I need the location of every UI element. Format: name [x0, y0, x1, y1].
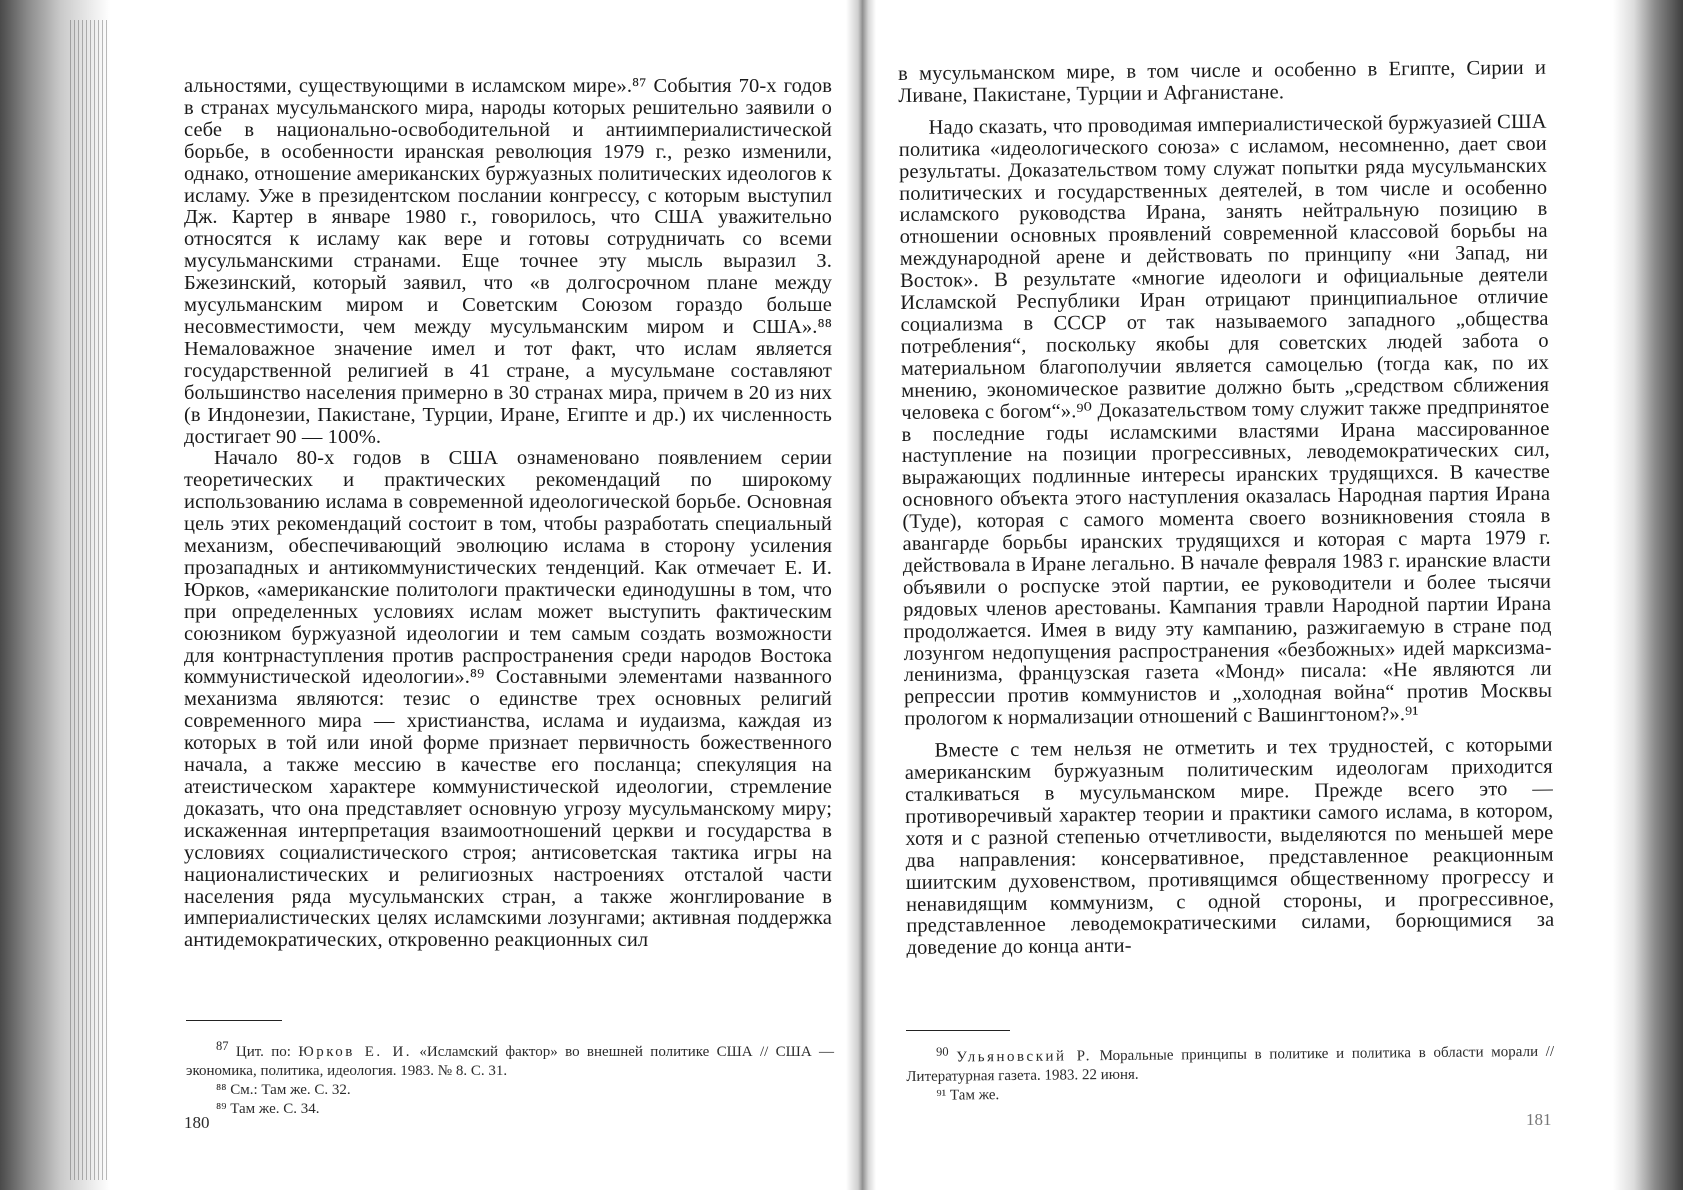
right-footnote-rule [906, 1030, 1010, 1031]
footnote-88: ⁸⁸ См.: Там же. С. 32. [216, 1082, 351, 1098]
right-page-edge [1613, 0, 1683, 1190]
left-footnote-rule [186, 1020, 282, 1021]
footnote-89: ⁸⁹ Там же. С. 34. [216, 1101, 320, 1117]
right-paragraph-2: Надо сказать, что проводимая империалистической буржуазией США политика «идеологического союза» с исламом, несомненно, дает свои результаты. Доказательством тому служат попытки ряда мусульманских политических и государственных деятелей, в том числе и особенно исламского руководства Ирана, занять нейтральную позицию в отношении основных проявлений современной классовой борьбы на международной арене и действовать по принципу «ни Запад, ни Восток». В результате «многие идеологи и официальные деятели Исламской Республики Иран отрицают принципиальное отличие социализма в СССР от так называемого западного „общества потребления“, поскольку якобы для советских людей забота о материальном благополучии является самоцелью (тогда как, по их мнению, экономическое развитие должно быть „средством сближения человека с богом“».⁹⁰ Доказательством тому служит также предпринятое в последние годы исламскими властями Ирана массированное наступление на позиции прогрессивных, леводемократических сил, выражающих подлинные интересы иранских трудящихся. В качестве основного объекта этого наступления оказалась Народная партия Ирана (Туде), которая с самого момента своего возникновения стояла в авангарде борьбы иранских трудящихся и которая с марта 1979 г. действовала в Иране легально. В начале февраля 1983 г. иранские власти объявили о роспуске этой партии, ее руководители и более тысячи рядовых членов арестованы. Кампания травли Народной партии Ирана продолжается. Имея в виду эту кампанию, разжигаемую в стране под лозунгом недопущения распространения «безбожных» идей марксизма-ленинизма, французская газета «Монд» писала: «Не являются ли репрессии против коммунистов и „холодная война“ против Москвы прологом к нормализации отношений с Вашингтоном?».⁹¹ [898, 110, 1553, 731]
left-paragraph-1: альностями, существующими в исламском мире».⁸⁷ События 70-х годов в странах мусульманского мира, народы которых решительно заявили о себе в национально-освободительной и антиимпериалистической борьбе, в особенности иранская революция 1979 г., резко изменили, однако, отношение американских буржуазных политических идеологов к исламу. Уже в президентском послании конгрессу, с которым выступил Дж. Картер в январе 1980 г., говорилось, что США уважительно относятся к исламу как вере и готовы сотрудничать со всеми мусульманскими странами. Еще точнее эту мысль выразил З. Бжезинский, который заявил, что «в долгосрочном плане между мусульманским миром и Советским Союзом гораздо больше несовместимости, чем между мусульманским миром и США».⁸⁸ Немаловажное значение имел и тот факт, что ислам является государственной религией в 41 стране, а мусульмане составляют большинство населения примерно в 30 странах мира, причем в 20 из них (в Индонезии, Пакистане, Турции, Иране, Египте и др.) их численность достигает 90 — 100%. [184, 75, 832, 448]
right-page-number: 181 [1526, 1110, 1552, 1129]
book-gutter [846, 0, 876, 1190]
left-page-number: 180 [184, 1113, 210, 1132]
right-page [876, 0, 1613, 1190]
footnote-91: ⁹¹ Там же. [936, 1087, 1000, 1104]
footnote-90: $^{90}$ Ульяновский Р. Моральные принципы в политике и политика в области морали // Литературная газета. 1983. 22 июня. [906, 1043, 1555, 1085]
footnote-87: $^{87}$ Цит. по: Юрков Е. И. «Исламский фактор» во внешней политике США // США — экономика, политика, идеология. 1983. № 8. С. 31. [186, 1039, 835, 1079]
right-page-body [898, 58, 1555, 960]
left-paragraph-2: Начало 80-х годов в США ознаменовано появлением серии теоретических и практических рекомендаций по широкому использованию ислама в современной идеологической борьбе. Основная цель этих рекомендаций состоит в том, чтобы разработать специальный механизм, обеспечивающий эволюцию ислама в сторону усиления прозападных и антикоммунистических тенденций. Как отмечает Е. И. Юрков, «американские политологи практически единодушны в том, что при определенных условиях ислам может выступить фактическим союзником буржуазной идеологии и тем самым создать возможности для контрнаступления против распространения среди народов Востока коммунистической идеологии».⁸⁹ Составными элементами названного механизма являются: тезис о единстве трех основных религий современного мира — христианства, ислама и иудаизма, каждая из которых в той или иной форме признает первичность божественного начала, а также мессию в качестве его посланца; спекуляция на атеистическом характере коммунистической идеологии, стремление доказать, что она представляет основную угрозу мусульманскому миру; искаженная интерпретация взаимоотношений церкви и государства в условиях социалистического строя; антисоветская тактика игры на националистических и религиозных настроениях отсталой части населения ряда мусульманских стран, а также жонглирование в империалистических целях исламскими лозунгами; активная поддержка антидемократических, откровенно реакционных сил [184, 447, 832, 952]
right-paragraph-3: Вместе с тем нельзя не отметить и тех трудностей, с которыми американским буржуазным политическим идеологам приходится сталкиваться в мусульманском мире. Прежде всего это — противоречивый характер теории и практики самого ислама, в котором, хотя и с разной степенью отчетливости, выделяются по меньшей мере два направления: консервативное, представленное реакционным шиитским духовенством, противящимся общественному прогрессу и ненавидящим коммунизм, с одной стороны, и прогрессивное, представленное леводемократическими силами, борющимися за доведение до конца анти- [904, 733, 1555, 960]
left-page-stack-lines [70, 20, 110, 1180]
left-page-body [184, 76, 832, 952]
left-footnotes [186, 1037, 834, 1119]
left-page [110, 0, 846, 1190]
right-paragraph-1: в мусульманском мире, в том числе и особенно в Египте, Сирии и Ливане, Пакистане, Турции и Афганистане. [897, 56, 1547, 107]
right-footnotes [906, 1037, 1555, 1106]
